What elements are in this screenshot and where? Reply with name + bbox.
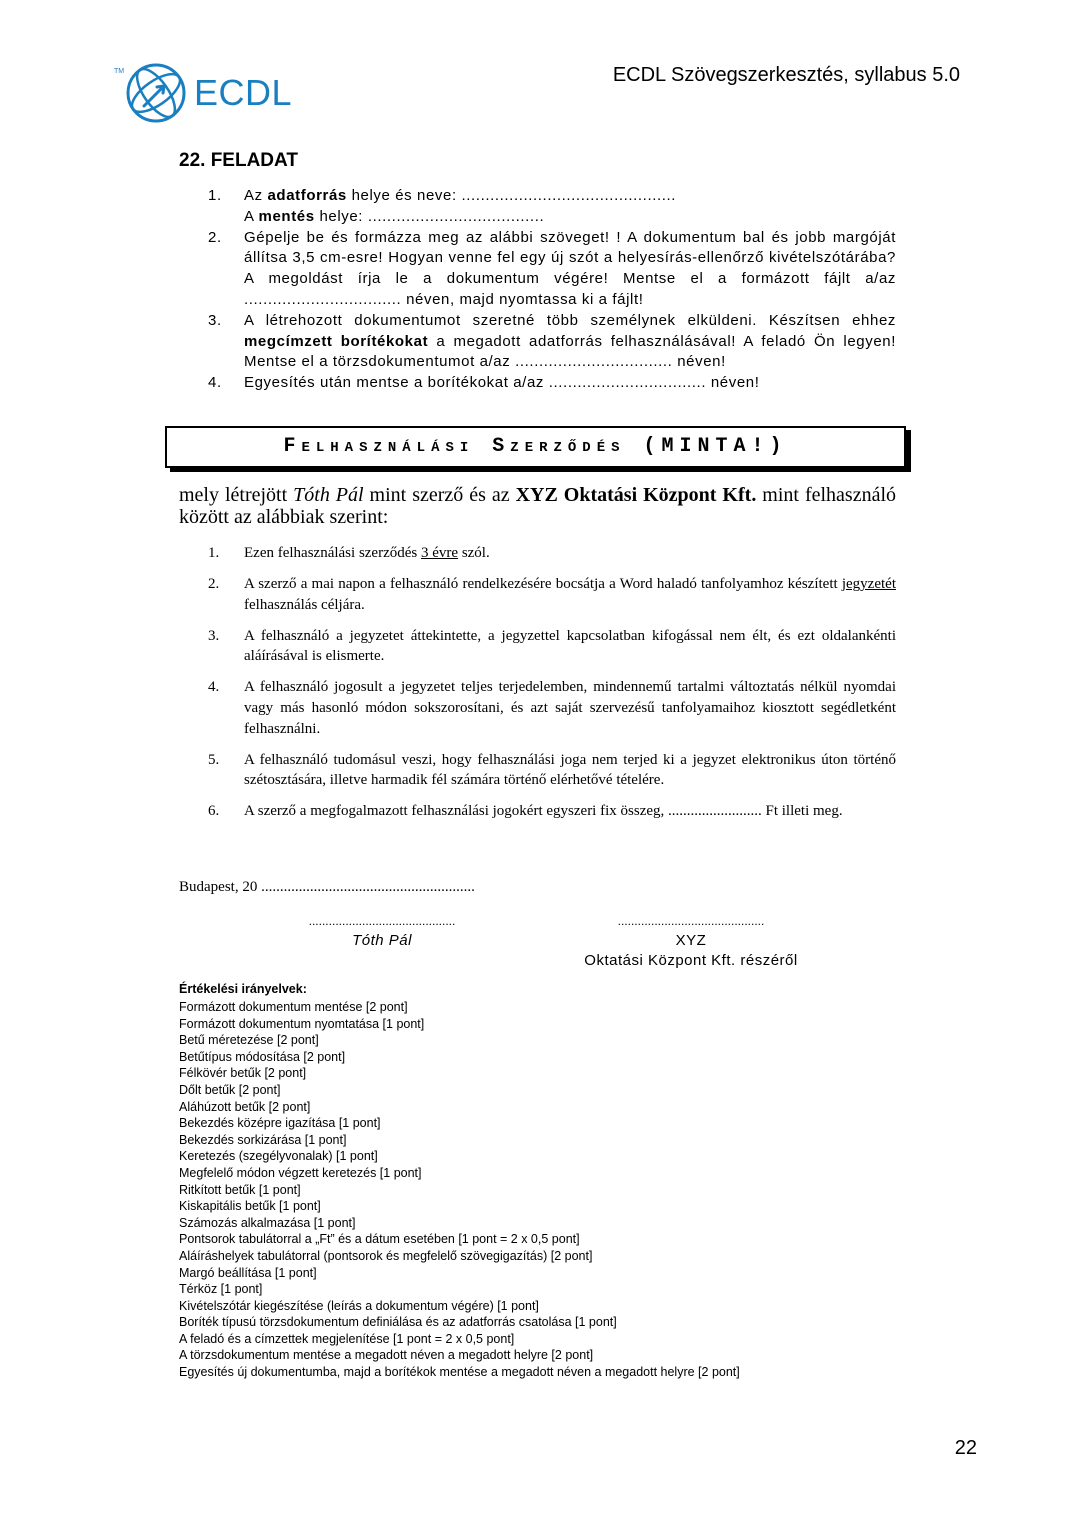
contract-item-text: A felhasználó a jegyzetet áttekintette, a jegyzettel kapcsolatban kifogással nem élt, és ezt oldalankénti aláírásával is elismerte. [244, 627, 896, 665]
contract-title: Felhasználási Szerződés (MINTA!) [283, 435, 788, 458]
item-number: 6. [208, 803, 220, 820]
evaluation-item: Bekezdés középre igazítása [1 pont] [179, 1116, 381, 1131]
signature-line: ............................................ [617, 914, 765, 928]
text-span: Az [244, 187, 268, 204]
text-span: a megadott adatforrás felhasználásával! A feladó Ön legyen! Mentse el a törzsdokumentumot a/az ................................. néven! [244, 332, 896, 371]
item-number: 3. [208, 311, 222, 329]
ecdl-logo [114, 62, 304, 124]
item-number: 4. [208, 374, 222, 392]
header-title: ECDL Szövegszerkesztés, syllabus 5.0 [612, 64, 960, 86]
evaluation-item: Ritkított betűk [1 pont] [179, 1182, 301, 1197]
contract-item [208, 543, 896, 564]
evaluation-item: Betűtípus módosítása [2 pont] [179, 1049, 346, 1064]
author-name: Tóth Pál [293, 484, 364, 506]
task-item-text: Gépelje be és formázza meg az alábbi szöveget! ! A dokumentum bal és jobb margóját állítsa 3,5 cm-esre! Hogyan venne fel egy új szót a helyesírás-ellenőrző kivételszótárába? A megoldást írja le a dokumentum végére! Mentse el a formázott fájlt a/az ................................. néven, majd nyomtassa ki a fájlt! [244, 228, 896, 308]
underlined-text: jegyzetét [841, 576, 896, 593]
contract-item-text: A felhasználó jogosult a jegyzetet teljes terjedelemben, mindennemű tartalmi változtatás nélkül nyomdai vagy más hasonló módon sokszorosítani, és azt saját szervezésű tanfolyamaihoz kiosztott segédletként felhasználni. [244, 679, 896, 737]
task-item [208, 186, 896, 228]
evaluation-item: Boríték típusú törzsdokumentum definiálása és az adatforrás csatolása [1 pont] [179, 1315, 617, 1330]
globe-icon [124, 62, 188, 124]
task-item-line [244, 186, 896, 207]
evaluation-item: Dőlt betűk [2 pont] [179, 1082, 281, 1097]
text-span: felhasználás céljára. [244, 596, 365, 613]
evaluation-item: Számozás alkalmazása [1 pont] [179, 1215, 356, 1230]
text-span: mint szerző és az [363, 484, 516, 506]
item-number: 2. [208, 576, 220, 593]
evaluation-item: Félkövér betűk [2 pont] [179, 1066, 307, 1081]
task-item [208, 373, 896, 394]
contract-list [208, 543, 896, 833]
contract-item [208, 677, 896, 739]
bold-text: adatforrás [267, 187, 347, 204]
evaluation-item: Egyesítés új dokumentumba, majd a borítékok mentése a megadott néven a megadott helyre [2 pont] [179, 1365, 740, 1380]
item-number: 1. [208, 187, 222, 204]
evaluation-item: A feladó és a címzettek megjelenítése [1 pont = 2 x 0,5 pont] [179, 1331, 515, 1346]
evaluation-heading: Értékelési irányelvek: [179, 982, 307, 996]
contract-item [208, 574, 896, 615]
item-number: 4. [208, 679, 220, 696]
signature-author [280, 911, 484, 951]
task-item-text: Egyesítés után mentse a borítékokat a/az ................................. néven! [244, 374, 760, 392]
evaluation-item: Bekezdés sorkizárása [1 pont] [179, 1132, 347, 1147]
text-span: mely létrejött [179, 484, 294, 506]
evaluation-item: Formázott dokumentum nyomtatása [1 pont] [179, 1016, 425, 1031]
trademark-mark: TM [114, 68, 125, 75]
evaluation-item: Kiskapitális betűk [1 pont] [179, 1199, 321, 1214]
page-number: 22 [954, 1437, 977, 1459]
text-span: mint felhasználó között az alábbiak szerint: [179, 484, 897, 528]
item-number: 1. [208, 545, 220, 561]
task-title: 22. FELADAT [179, 150, 298, 171]
evaluation-item: Megfelelő módon végzett keretezés [1 pont] [179, 1165, 422, 1180]
contract-item [208, 626, 896, 667]
evaluation-item: Kivételszótár kiegészítése (leírás a dokumentum végére) [1 pont] [179, 1298, 539, 1313]
signature-company-line2: Oktatási Központ Kft. részéről [584, 952, 798, 969]
evaluation-list [179, 999, 740, 1381]
evaluation-item: Aláhúzott betűk [2 pont] [179, 1099, 311, 1114]
text-span: szól. [458, 545, 490, 561]
task-item [208, 311, 896, 373]
signature-line: ............................................ [308, 914, 456, 928]
evaluation-item: Betű méretezése [2 pont] [179, 1033, 319, 1048]
contract-title-box [165, 426, 906, 468]
evaluation-item: A törzsdokumentum mentése a megadott néven a megadott helyre [2 pont] [179, 1348, 594, 1363]
item-number: 3. [208, 627, 220, 644]
item-number: 5. [208, 751, 220, 768]
underlined-text: 3 évre [421, 545, 459, 561]
text-span: Ezen felhasználási szerződés [244, 545, 421, 561]
signature-name: Tóth Pál [352, 932, 412, 949]
signature-company [560, 911, 822, 971]
bold-text: megcímzett borítékokat [244, 332, 429, 350]
evaluation-item: Pontsorok tabulátorral a „Ft” és a dátum esetében [1 pont = 2 x 0,5 pont] [179, 1232, 580, 1247]
contract-item [208, 750, 896, 791]
bold-text: mentés [258, 207, 315, 225]
text-span: A szerző a mai napon a felhasználó rendelkezésére bocsátja a Word haladó tanfolyamhoz készített [244, 576, 842, 593]
contract-item-text: A szerző a megfogalmazott felhasználási jogokért egyszeri fix összeg, ......................... Ft illeti meg. [244, 803, 843, 820]
text-span: A létrehozott dokumentumot szeretné több személynek elküldeni. Készítsen ehhez [244, 311, 896, 329]
evaluation-item: Aláíráshelyek tabulátorral (pontsorok és megfelelő szövegigazítás) [2 pont] [179, 1248, 593, 1263]
task-item-line [244, 207, 896, 228]
task-item [208, 228, 896, 311]
contract-intro [179, 484, 896, 528]
evaluation-item: Formázott dokumentum mentése [2 pont] [179, 1000, 408, 1014]
contract-item [208, 801, 896, 822]
text-span: A [244, 207, 259, 225]
brand-name: ECDL [194, 72, 293, 113]
text-span: helye és neve: ............................................. [346, 187, 677, 204]
item-number: 2. [208, 228, 222, 246]
task-list [208, 186, 896, 394]
evaluation-item: Térköz [1 pont] [179, 1282, 263, 1297]
contract-item-text: A felhasználó tudomásul veszi, hogy felhasználási joga nem terjed ki a jegyzet elektronikus úton történő szétosztására, illetve harmadik fél számára történő elérhetővé tételére. [244, 751, 896, 789]
text-span: helye: ..................................... [314, 207, 545, 225]
place-date-line: Budapest, 20 ......................................................... [179, 879, 475, 895]
signature-company-line1: XYZ [675, 932, 707, 949]
evaluation-item: Keretezés (szegélyvonalak) [1 pont] [179, 1149, 378, 1164]
company-name: XYZ Oktatási Központ Kft. [515, 484, 757, 506]
evaluation-item: Margó beállítása [1 pont] [179, 1265, 317, 1280]
